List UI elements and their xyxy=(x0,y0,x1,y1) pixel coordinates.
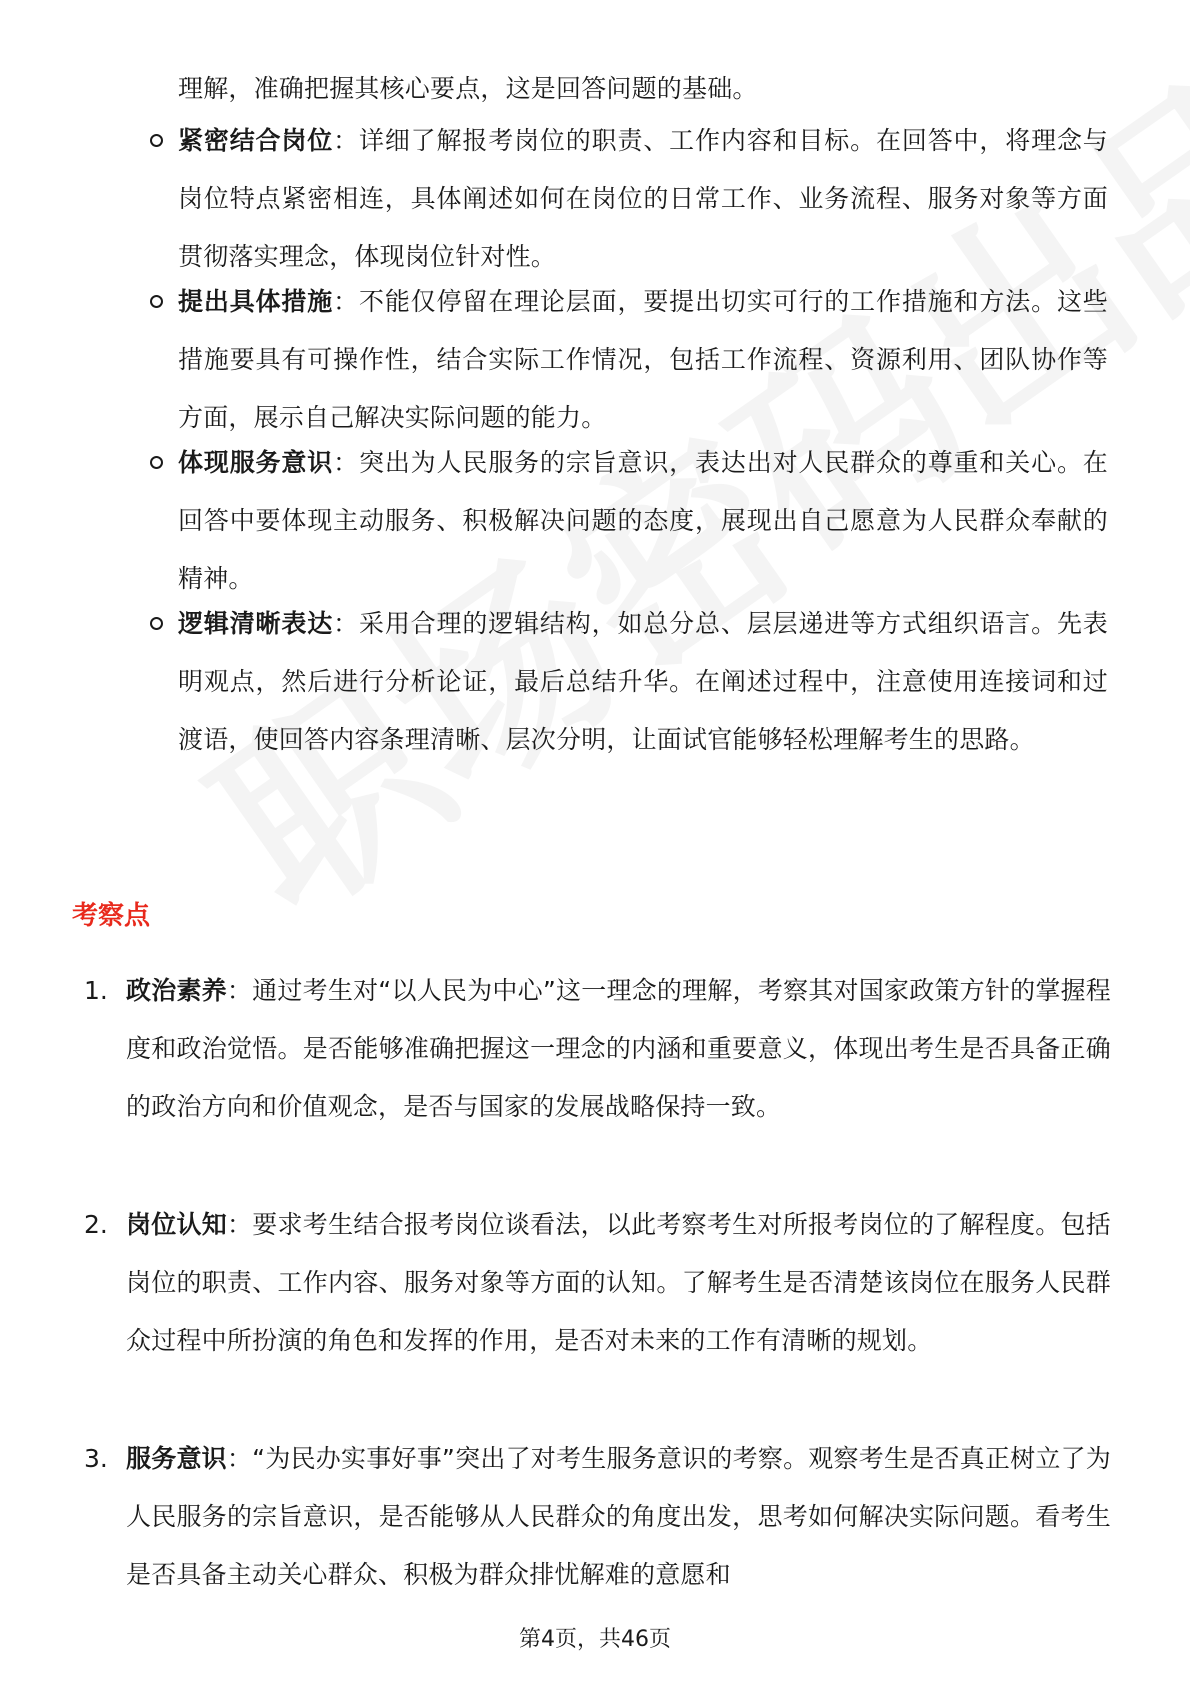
item-number: 2. xyxy=(84,1210,108,1239)
bullet-text: 采用合理的逻辑结构，如总分总、层层递进等方式组织语言。先表明观点，然后进行分析论证，最后总结升华。在阐述过程中，注意使用连接词和过渡语，使回答内容条理清晰、层次分明，让面试官能够轻松理解考生的思路。 xyxy=(178,609,1108,754)
bullet-text: 突出为人民服务的宗旨意识，表达出对人民群众的尊重和关心。在回答中要体现主动服务、积极解决问题的态度，展现出自己愿意为人民群众奉献的精神。 xyxy=(178,448,1108,593)
separator: ： xyxy=(333,609,359,638)
separator: ： xyxy=(333,287,359,316)
continuation-text: 理解，准确把握其核心要点，这是回答问题的基础。 xyxy=(178,74,758,103)
bullet-item xyxy=(150,595,1110,769)
section-heading: 考察点 xyxy=(72,901,151,931)
bullet-term: 提出具体措施 xyxy=(178,287,334,316)
point-term: 政治素养 xyxy=(126,976,227,1005)
page-number-footer: 第4页，共46页 xyxy=(519,1627,671,1652)
separator: ： xyxy=(227,1210,253,1239)
hollow-bullet-icon xyxy=(150,295,163,308)
bullet-item xyxy=(150,434,1110,608)
hollow-bullet-icon xyxy=(150,617,163,630)
bullet-item xyxy=(150,112,1110,286)
separator: ： xyxy=(333,126,359,155)
point-term: 服务意识 xyxy=(126,1444,227,1473)
bullet-term: 逻辑清晰表达 xyxy=(178,609,334,638)
separator: ： xyxy=(333,448,359,477)
numbered-item xyxy=(84,1196,1114,1370)
item-number: 3. xyxy=(84,1444,108,1473)
bullet-term: 紧密结合岗位 xyxy=(178,126,334,155)
point-text: 要求考生结合报考岗位谈看法，以此考察考生对所报考岗位的了解程度。包括岗位的职责、工作内容、服务对象等方面的认知。了解考生是否清楚该岗位在服务人民群众过程中所扮演的角色和发挥的作用，是否对未来的工作有清晰的规划。 xyxy=(126,1210,1111,1355)
point-text: “为民办实事好事”突出了对考生服务意识的考察。观察考生是否真正树立了为人民服务的宗旨意识，是否能够从人民群众的角度出发，思考如何解决实际问题。看考生是否具备主动关心群众、积极为群众排忧解难的意愿和 xyxy=(126,1444,1112,1589)
bullet-item xyxy=(150,273,1110,447)
bullet-term: 体现服务意识 xyxy=(178,448,334,477)
hollow-bullet-icon xyxy=(150,456,163,469)
numbered-item xyxy=(84,962,1114,1136)
bullet-text: 详细了解报考岗位的职责、工作内容和目标。在回答中，将理念与岗位特点紧密相连，具体阐述如何在岗位的日常工作、业务流程、服务对象等方面贯彻落实理念，体现岗位针对性。 xyxy=(178,126,1108,271)
separator: ： xyxy=(226,1444,253,1473)
numbered-item xyxy=(84,1430,1114,1604)
separator: ： xyxy=(226,976,253,1005)
point-text: 通过考生对“以人民为中心”这一理念的理解，考察其对国家政策方针的掌握程度和政治觉悟。是否能够准确把握这一理念的内涵和重要意义，体现出考生是否具备正确的政治方向和价值观念，是否与国家的发展战略保持一致。 xyxy=(126,976,1112,1121)
point-term: 岗位认知 xyxy=(126,1210,228,1239)
bullet-text: 不能仅停留在理论层面，要提出切实可行的工作措施和方法。这些措施要具有可操作性，结合实际工作情况，包括工作流程、资源利用、团队协作等方面，展示自己解决实际问题的能力。 xyxy=(178,287,1108,432)
hollow-bullet-icon xyxy=(150,134,163,147)
item-number: 1. xyxy=(84,976,108,1005)
